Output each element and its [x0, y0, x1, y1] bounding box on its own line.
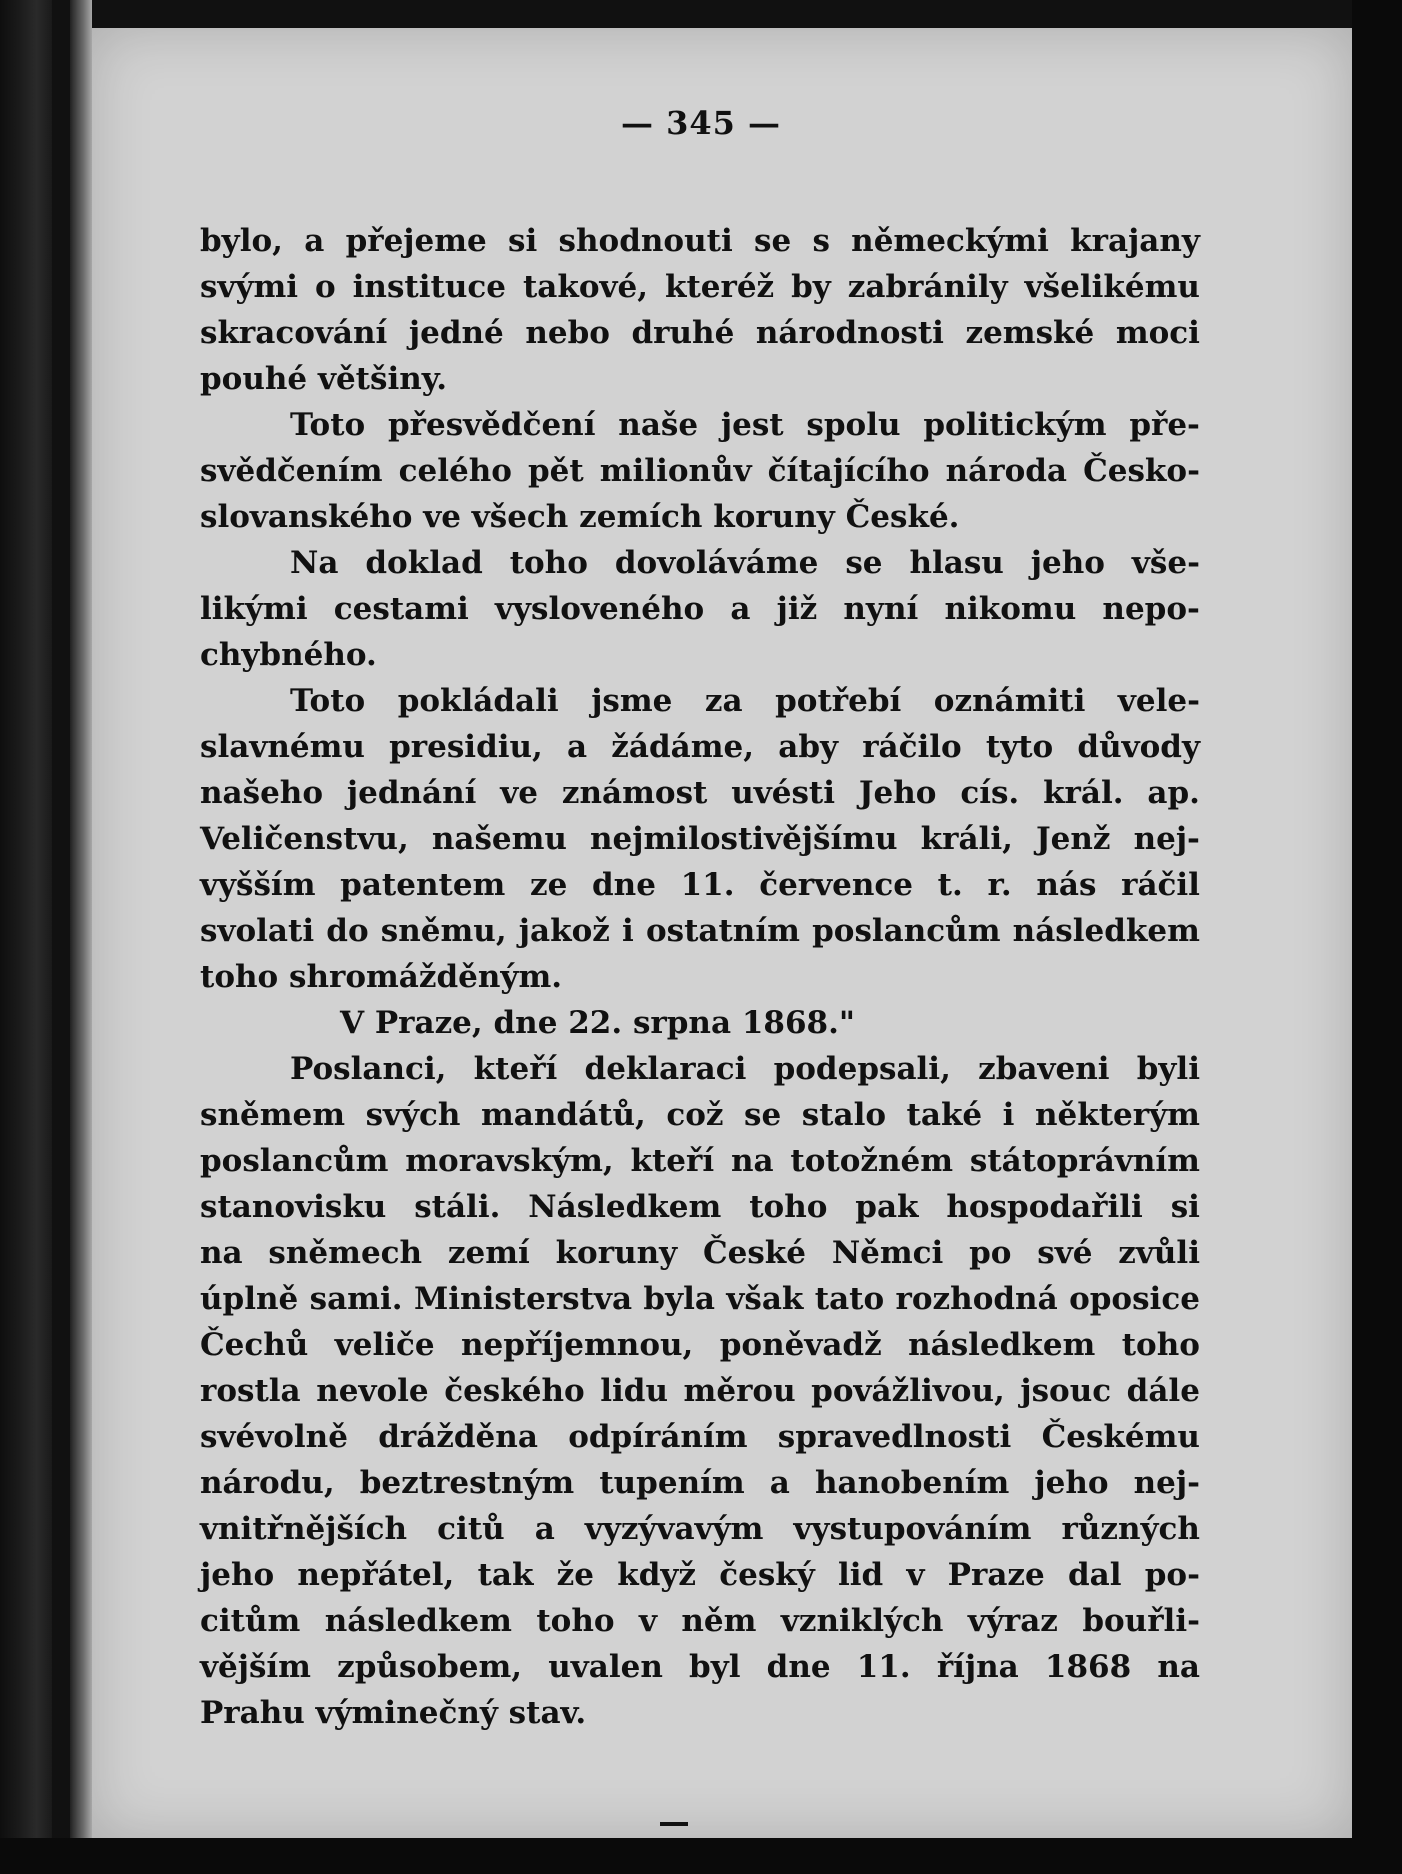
- text-line: úplně sami. Ministerstva byla však tato rozhodná oposice: [200, 1281, 1200, 1317]
- page-number: — 345 —: [620, 104, 782, 142]
- text-line: rostla nevole českého lidu měrou povážlivou, jsouc dále: [200, 1373, 1200, 1409]
- text-line: Na doklad toho dovoláváme se hlasu jeho vše-: [290, 545, 1200, 581]
- text-line: stanovisku stáli. Následkem toho pak hospodařili si: [200, 1189, 1200, 1225]
- text-line: svědčením celého pět milionův čítajícího národa Česko-: [200, 453, 1200, 489]
- text-line: toho shromážděným.: [200, 959, 563, 995]
- text-line: poslancům moravským, kteří na totožném státoprávním: [200, 1143, 1200, 1179]
- text-line: svými o instituce takové, kteréž by zabránily všelikému: [200, 269, 1200, 305]
- text-line: Prahu výminečný stav.: [200, 1695, 587, 1731]
- text-line: vnitřnějších citů a vyzývavým vystupováním různých: [200, 1511, 1200, 1547]
- text-line: pouhé většiny.: [200, 361, 448, 397]
- text-line: jeho nepřátel, tak že když český lid v Praze dal po-: [200, 1557, 1200, 1593]
- text-line: Poslanci, kteří deklaraci podepsali, zbaveni byli: [290, 1051, 1200, 1087]
- text-line: skracování jedné nebo druhé národnosti zemské moci: [200, 315, 1200, 351]
- text-line: Veličenstvu, našemu nejmilostivějšímu králi, Jenž nej-: [200, 821, 1200, 857]
- signature-mark: [660, 1822, 688, 1826]
- text-line: našeho jednání ve známost uvésti Jeho cís. král. ap.: [200, 775, 1200, 811]
- text-line: V Praze, dne 22. srpna 1868.": [340, 1005, 856, 1041]
- text-line: citům následkem toho v něm vzniklých výraz bouřli-: [200, 1603, 1200, 1639]
- text-line: svévolně drážděna odpíráním spravedlnosti Českému: [200, 1419, 1200, 1455]
- text-line: vyšším patentem ze dne 11. července t. r. nás ráčil: [200, 867, 1200, 903]
- text-line: na sněmech zemí koruny České Němci po své zvůli: [200, 1235, 1200, 1271]
- page-edge: [70, 0, 92, 1874]
- text-line: slovanského ve všech zemích koruny České.: [200, 499, 960, 535]
- text-line: bylo, a přejeme si shodnouti se s německými krajany: [200, 223, 1200, 259]
- text-line: slavnému presidiu, a žádáme, aby ráčilo tyto důvody: [200, 729, 1200, 765]
- text-line: Toto pokládali jsme za potřebí oznámiti vele-: [290, 683, 1200, 719]
- book-binding-shadow: [0, 0, 52, 1874]
- text-line: chybného.: [200, 637, 377, 673]
- text-line: Toto přesvědčení naše jest spolu politickým pře-: [290, 407, 1200, 443]
- text-line: likými cestami vysloveného a již nyní nikomu nepo-: [200, 591, 1200, 627]
- body-text: [200, 218, 1200, 1736]
- text-line: Čechů veliče nepříjemnou, poněvadž následkem toho: [200, 1327, 1200, 1363]
- text-line: sněmem svých mandátů, což se stalo také i některým: [200, 1097, 1200, 1133]
- bottom-margin-shadow: [0, 1838, 1402, 1874]
- right-margin-shadow: [1352, 0, 1402, 1874]
- text-line: vějším způsobem, uvalen byl dne 11. října 1868 na: [200, 1649, 1200, 1685]
- text-line: svolati do sněmu, jakož i ostatním poslancům následkem: [200, 913, 1200, 949]
- text-line: národu, beztrestným tupením a hanobením jeho nej-: [200, 1465, 1200, 1501]
